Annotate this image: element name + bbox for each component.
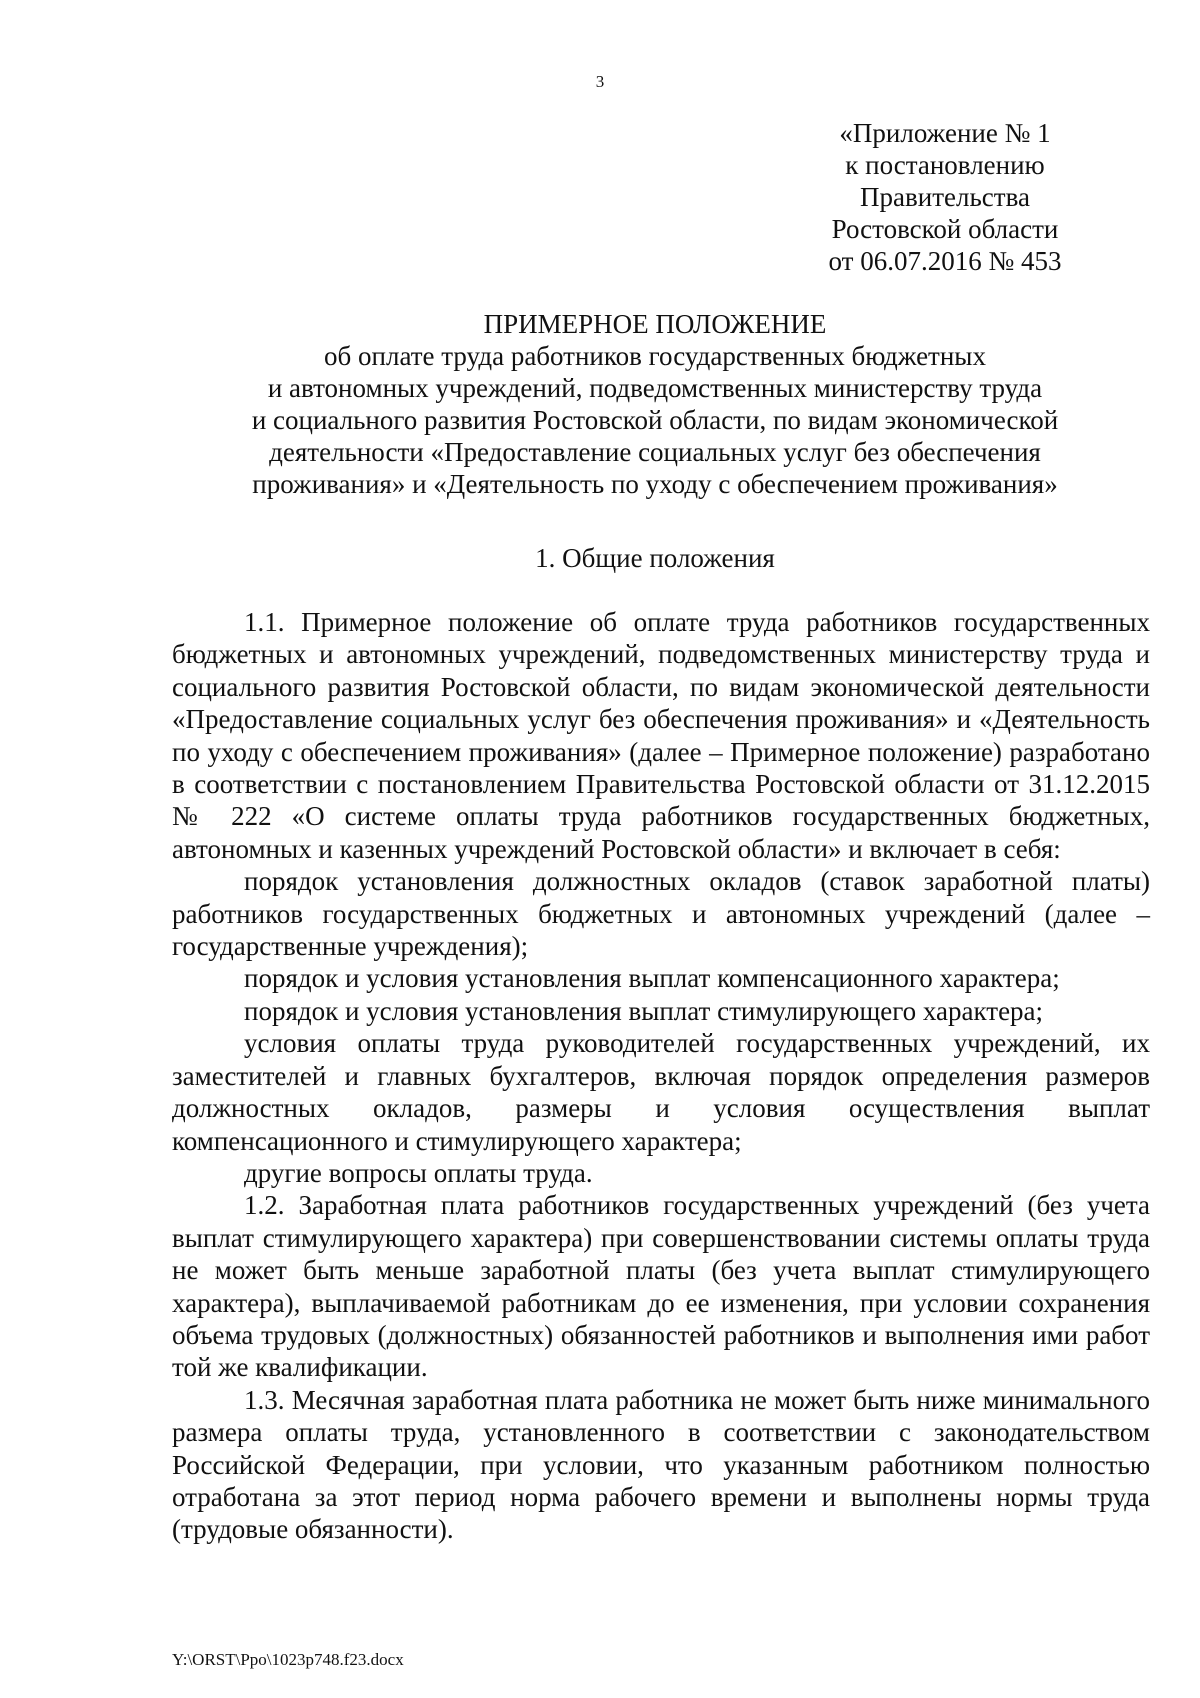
document-title-heading: ПРИМЕРНОЕ ПОЛОЖЕНИЕ — [483, 309, 827, 339]
paragraph: 1.3. Месячная заработная плата работника не может быть ниже минимального размера оплаты труда, установленного в соответствии с законодательством Российской Федерации, при условии, что указанным работником полностью отработана за этот период норма рабочего времени и выполнены нормы труда (трудовые обязанности). — [172, 1384, 1150, 1545]
appendix-line: к постановлению — [845, 150, 1045, 180]
section-heading: 1. Общие положения — [535, 543, 775, 573]
footer-file-path: Y:\ORST\Ppo\1023p748.f23.docx — [172, 1650, 404, 1669]
appendix-line: Правительства — [860, 182, 1030, 212]
paragraph: 1.1. Примерное положение об оплате труда работников государственных бюджетных и автономных учреждений, подведомственных министерству труда и социального развития Ростовской области, по видам экономической деятельности «Предоставление социальных услуг без обеспечения проживания» и «Деятельность по уходу с обеспечением проживания» (далее – Примерное положение) разработано в соответствии с постановлением Правительства Ростовской области от 31.12.2015 № 222 «О системе оплаты труда работников государственных бюджетных, автономных и казенных учреждений Ростовской области» и включает в себя: — [172, 607, 1150, 864]
paragraph: условия оплаты труда руководителей государственных учреждений, их заместителей и главных бухгалтеров, включая порядок определения размеров должностных окладов, размеры и условия осуществления выплат компенсационного и стимулирующего характера; — [172, 1028, 1150, 1156]
appendix-line: от 06.07.2016 № 453 — [828, 246, 1062, 276]
paragraph: другие вопросы оплаты труда. — [244, 1157, 593, 1188]
paragraph: 1.2. Заработная плата работников государственных учреждений (без учета выплат стимулирующего характера) при совершенствовании системы оплаты труда не может быть меньше заработной платы (без учета выплат стимулирующего характера), выплачиваемой работникам до ее изменения, при условии сохранения объема трудовых (должностных) обязанностей работников и выполнения ими работ той же квалификации. — [172, 1190, 1150, 1383]
paragraph: порядок и условия установления выплат стимулирующего характера; — [244, 995, 1044, 1026]
document-subtitle-line: и автономных учреждений, подведомственных министерству труда — [267, 373, 1043, 403]
paragraph: порядок и условия установления выплат компенсационного характера; — [244, 963, 1060, 994]
document-title — [160, 308, 1150, 500]
document-body — [172, 606, 1150, 1546]
appendix-reference — [820, 117, 1070, 277]
document-subtitle-line: деятельности «Предоставление социальных услуг без обеспечения — [269, 437, 1041, 467]
document-subtitle-line: и социального развития Ростовской области, по видам экономической — [251, 405, 1059, 435]
document-subtitle-line: об оплате труда работников государственных бюджетных — [324, 341, 986, 371]
page-number: 3 — [595, 72, 605, 91]
document-subtitle-line: проживания» и «Деятельность по уходу с обеспечением проживания» — [252, 469, 1058, 499]
appendix-line: Ростовской области — [831, 214, 1059, 244]
appendix-line: «Приложение № 1 — [839, 118, 1051, 148]
paragraph: порядок установления должностных окладов (ставок заработной платы) работников государственных бюджетных и автономных учреждений (далее – государственные учреждения); — [172, 866, 1150, 962]
